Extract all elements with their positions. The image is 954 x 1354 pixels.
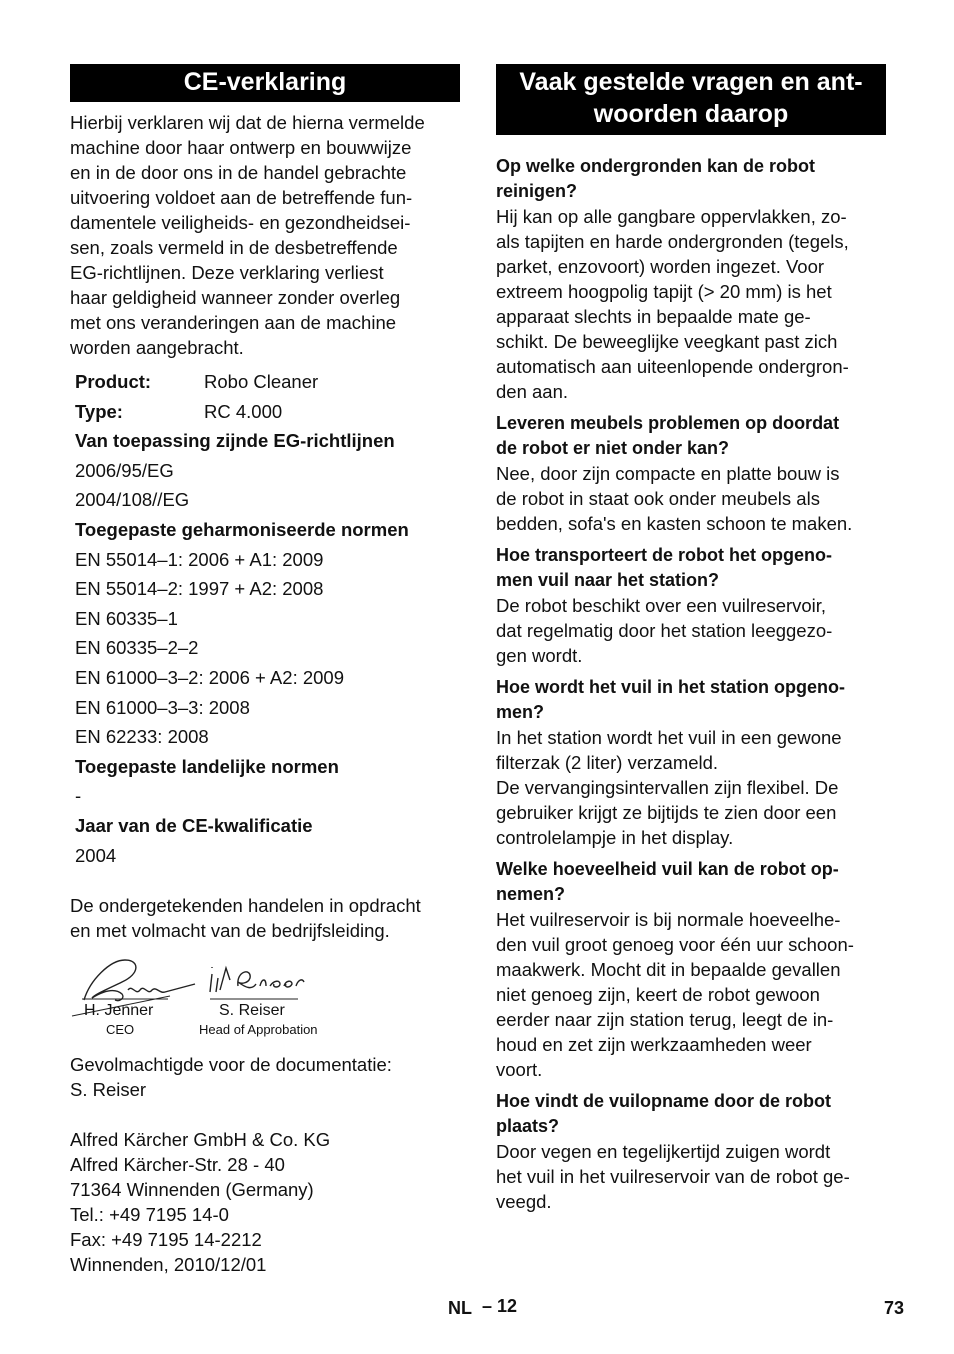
type-value: RC 4.000 (204, 400, 283, 422)
faq-question: reinigen? (496, 181, 578, 201)
faq-answer: schikt. De beweeglijke veegkant past zich (496, 331, 838, 352)
faq-answer: De robot beschikt over een vuilreservoir, (496, 595, 827, 616)
address-line: 71364 Winnenden (Germany) (70, 1179, 314, 1200)
faq-title (496, 64, 886, 135)
harmonised-item: EN 61000–3–2: 2006 + A2: 2009 (75, 666, 344, 688)
faq-question: Hoe wordt het vuil in het station opgeno- (496, 677, 845, 697)
intro-line: uitvoering voldoet aan de betreffende fun- (70, 187, 413, 208)
doc-line: Gevolmachtigde voor de documentatie: (70, 1054, 392, 1075)
ce-declaration-title: CE-verklaring (70, 64, 460, 102)
faq-answer: De vervangingsintervallen zijn flexibel. De (496, 777, 839, 798)
faq-answer: Hij kan op alle gangbare oppervlakken, zo- (496, 206, 847, 227)
address-line: Fax: +49 7195 14-2212 (70, 1229, 262, 1250)
signer2-name: S. Reiser (219, 1002, 285, 1019)
directives-heading: Van toepassing zijnde EG-richtlijnen (75, 430, 395, 452)
faq-item (496, 675, 886, 850)
signatories-line: en met volmacht van de bedrijfsleiding. (70, 920, 390, 941)
faq-item (496, 411, 886, 536)
intro-line: Hierbij verklaren wij dat de hierna vermelde (70, 112, 425, 133)
address-block (70, 1127, 470, 1277)
footer-local-page: – 12 (482, 1296, 518, 1316)
intro-line: en in de door ons in de handel gebrachte (70, 162, 407, 183)
signature-block (70, 950, 370, 1042)
intro-line: sen, zoals vermeld in de desbetreffende (70, 237, 398, 258)
harmonised-item: EN 60335–2–2 (75, 637, 199, 659)
directive-item: 2006/95/EG (75, 459, 174, 481)
type-label: Type: (75, 400, 123, 422)
faq-answer: filterzak (2 liter) verzameld. (496, 752, 719, 773)
faq-answer: apparaat slechts in bepaalde mate ge- (496, 306, 811, 327)
signer2-role: Head of Approbation (199, 1022, 318, 1037)
faq-question: Hoe vindt de vuilopname door de robot (496, 1091, 832, 1111)
directive-item: 2004/108//EG (75, 489, 190, 511)
faq-answer: dat regelmatig door het station leeggezo- (496, 620, 833, 641)
faq-answer: den vuil groot genoeg voor één uur schoon- (496, 934, 854, 955)
faq-answer: gebruiker krijgt ze bijtijds te zien door een (496, 802, 837, 823)
ce-intro-paragraph (70, 110, 460, 360)
reiser-signature-stroke (210, 967, 304, 992)
faq-title-line: Vaak gestelde vragen en ant- (519, 68, 863, 96)
intro-line: haar geldigheid wanneer zonder overleg (70, 287, 401, 308)
harmonised-heading: Toegepaste geharmoniseerde normen (75, 518, 409, 540)
national-heading: Toegepaste landelijke normen (75, 755, 339, 777)
address-line: Alfred Kärcher GmbH & Co. KG (70, 1129, 331, 1150)
faq-question: men vuil naar het station? (496, 570, 720, 590)
faq-answer: de robot in staat ook onder meubels als (496, 488, 820, 509)
year-heading: Jaar van de CE-kwalificatie (75, 814, 313, 836)
address-line: Alfred Kärcher-Str. 28 - 40 (70, 1154, 285, 1175)
intro-line: worden aangebracht. (70, 337, 244, 358)
spec-list (75, 367, 460, 870)
product-row (75, 367, 460, 397)
address-line: Tel.: +49 7195 14-0 (70, 1204, 229, 1225)
faq-answer: In het station wordt het vuil in een gewone (496, 727, 842, 748)
faq-answer: eerder naar zijn station terug, leegt de in- (496, 1009, 834, 1030)
faq-answer: gen wordt. (496, 645, 583, 666)
year-value: 2004 (75, 844, 117, 866)
faq-item (496, 1089, 886, 1214)
faq-answer: controlelampje in het display. (496, 827, 734, 848)
intro-line: machine door haar ontwerp en bouwwijze (70, 137, 412, 158)
address-line: Winnenden, 2010/12/01 (70, 1254, 267, 1275)
faq-question: de robot er niet onder kan? (496, 438, 730, 458)
faq-answer: parket, enzovoort) worden ingezet. Voor (496, 256, 825, 277)
faq-answer: als tapijten en harde ondergronden (tegels, (496, 231, 849, 252)
left-column (70, 64, 460, 870)
faq-item (496, 857, 886, 1082)
national-value: - (75, 785, 82, 807)
faq-question: nemen? (496, 884, 566, 904)
faq-answer: veegd. (496, 1191, 552, 1212)
harmonised-item: EN 61000–3–3: 2008 (75, 696, 250, 718)
faq-answer: extreem hoogpolig tapijt (> 20 mm) is het (496, 281, 832, 302)
faq-question: Welke hoeveelheid vuil kan de robot op- (496, 859, 839, 879)
signer1-name: H. Jenner (84, 1002, 154, 1019)
intro-line: met ons veranderingen aan de machine (70, 312, 397, 333)
faq-question: Op welke ondergronden kan de robot (496, 156, 816, 176)
faq-answer: voort. (496, 1059, 543, 1080)
faq-question: plaats? (496, 1116, 560, 1136)
right-column (496, 64, 886, 1221)
faq-answer: Door vegen en tegelijkertijd zuigen wordt (496, 1141, 831, 1162)
faq-question: Leveren meubels problemen op doordat (496, 413, 840, 433)
harmonised-item: EN 62233: 2008 (75, 726, 209, 748)
faq-answer: automatisch aan uiteenlopende ondergron- (496, 356, 849, 377)
signatories-line: De ondergetekenden handelen in opdracht (70, 895, 421, 916)
doc-line: S. Reiser (70, 1079, 147, 1100)
type-row (75, 397, 460, 427)
product-label: Product: (75, 371, 152, 392)
signer1-role: CEO (106, 1022, 135, 1037)
faq-item (496, 543, 886, 668)
faq-answer: maakwerk. Mocht dit in bepaalde gevallen (496, 959, 841, 980)
faq-answer: den aan. (496, 381, 569, 402)
product-value: Robo Cleaner (204, 371, 319, 392)
footer-page-number: 73 (884, 1298, 905, 1318)
faq-answer: Nee, door zijn compacte en platte bouw is (496, 463, 840, 484)
harmonised-item: EN 60335–1 (75, 607, 178, 629)
harmonised-item: EN 55014–1: 2006 + A1: 2009 (75, 548, 324, 570)
faq-answer: het vuil in het vuilreservoir van de robot ge- (496, 1166, 850, 1187)
faq-item (496, 154, 886, 404)
intro-line: damentele veiligheids- en gezondheidsei- (70, 212, 411, 233)
faq-answer: Het vuilreservoir is bij normale hoeveelhe- (496, 909, 841, 930)
faq-answer: niet genoeg zijn, keert de robot gewoon (496, 984, 820, 1005)
intro-line: EG-richtlijnen. Deze verklaring verliest (70, 262, 384, 283)
faq-answer: houd en zet zijn werkzaamheden weer (496, 1034, 812, 1055)
signatories-paragraph (70, 893, 470, 943)
faq-title-line: woorden daarop (593, 100, 789, 128)
faq-question: Hoe transporteert de robot het opgeno- (496, 545, 833, 565)
jenner-signature-stroke (84, 960, 195, 1001)
harmonised-item: EN 55014–2: 1997 + A2: 2008 (75, 578, 324, 600)
faq-answer: bedden, sofa's en kasten schoon te maken. (496, 513, 853, 534)
footer-language: NL (448, 1298, 472, 1318)
documentation-paragraph (70, 1052, 470, 1102)
faq-question: men? (496, 702, 545, 722)
